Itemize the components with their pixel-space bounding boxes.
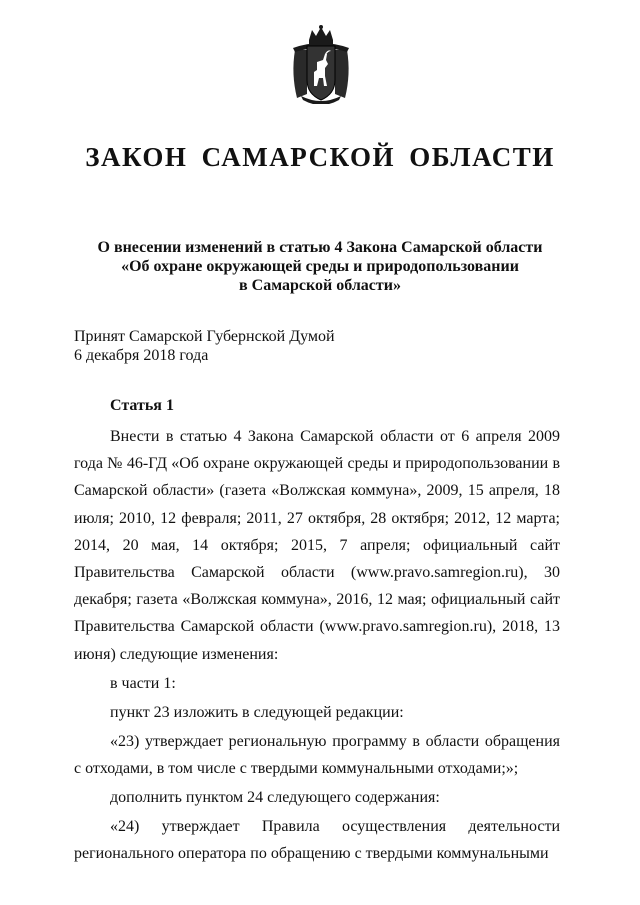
subject-line: «Об охране окружающей среды и природопользовании <box>121 258 519 275</box>
article-body <box>74 423 560 867</box>
samara-coat-of-arms-icon <box>287 24 355 104</box>
law-title: ЗАКОН САМАРСКОЙ ОБЛАСТИ <box>85 142 555 172</box>
article-paragraph: «24) утверждает Правила осуществления деятельности регионального оператора по обращению с твердыми коммунальными <box>74 817 560 863</box>
adoption-info <box>74 327 335 365</box>
article-heading: Статья 1 <box>110 397 174 414</box>
subject-line: в Самарской области» <box>239 277 401 294</box>
adoption-body: Принят Самарской Губернской Думой <box>74 328 335 345</box>
article-paragraph: пункт 23 изложить в следующей редакции: <box>110 703 404 721</box>
adoption-date: 6 декабря 2018 года <box>74 347 209 364</box>
article-paragraph: Внести в статью 4 Закона Самарской области от 6 апреля 2009 года № 46-ГД «Об охране окружающей среды и природопользовании в Самарской области» (газета «Волжская коммуна», 2009, 15 апреля, 18 июля; 2010, 12 февраля; 2011, 27 октября, 28 октября; 2012, 12 марта; 2014, 20 мая, 14 октября; 2015, 7 апреля; официальный сайт Правительства Самарской области (www.pravo.samregion.ru), 30 декабря; газета «Волжская коммуна», 2016, 12 мая; официальный сайт Правительства Самарской области (www.pravo.samregion.ru), 2018, 13 июня) следующие изменения: <box>74 428 560 663</box>
article-paragraph: дополнить пунктом 24 следующего содержания: <box>110 788 440 806</box>
article-paragraph: в части 1: <box>110 674 176 692</box>
subject-line: О внесении изменений в статью 4 Закона Самарской области <box>97 239 543 256</box>
law-subject <box>60 238 580 295</box>
article-paragraph: «23) утверждает региональную программу в области обращения с отходами, в том числе с твердыми коммунальными отходами;»; <box>74 732 560 777</box>
